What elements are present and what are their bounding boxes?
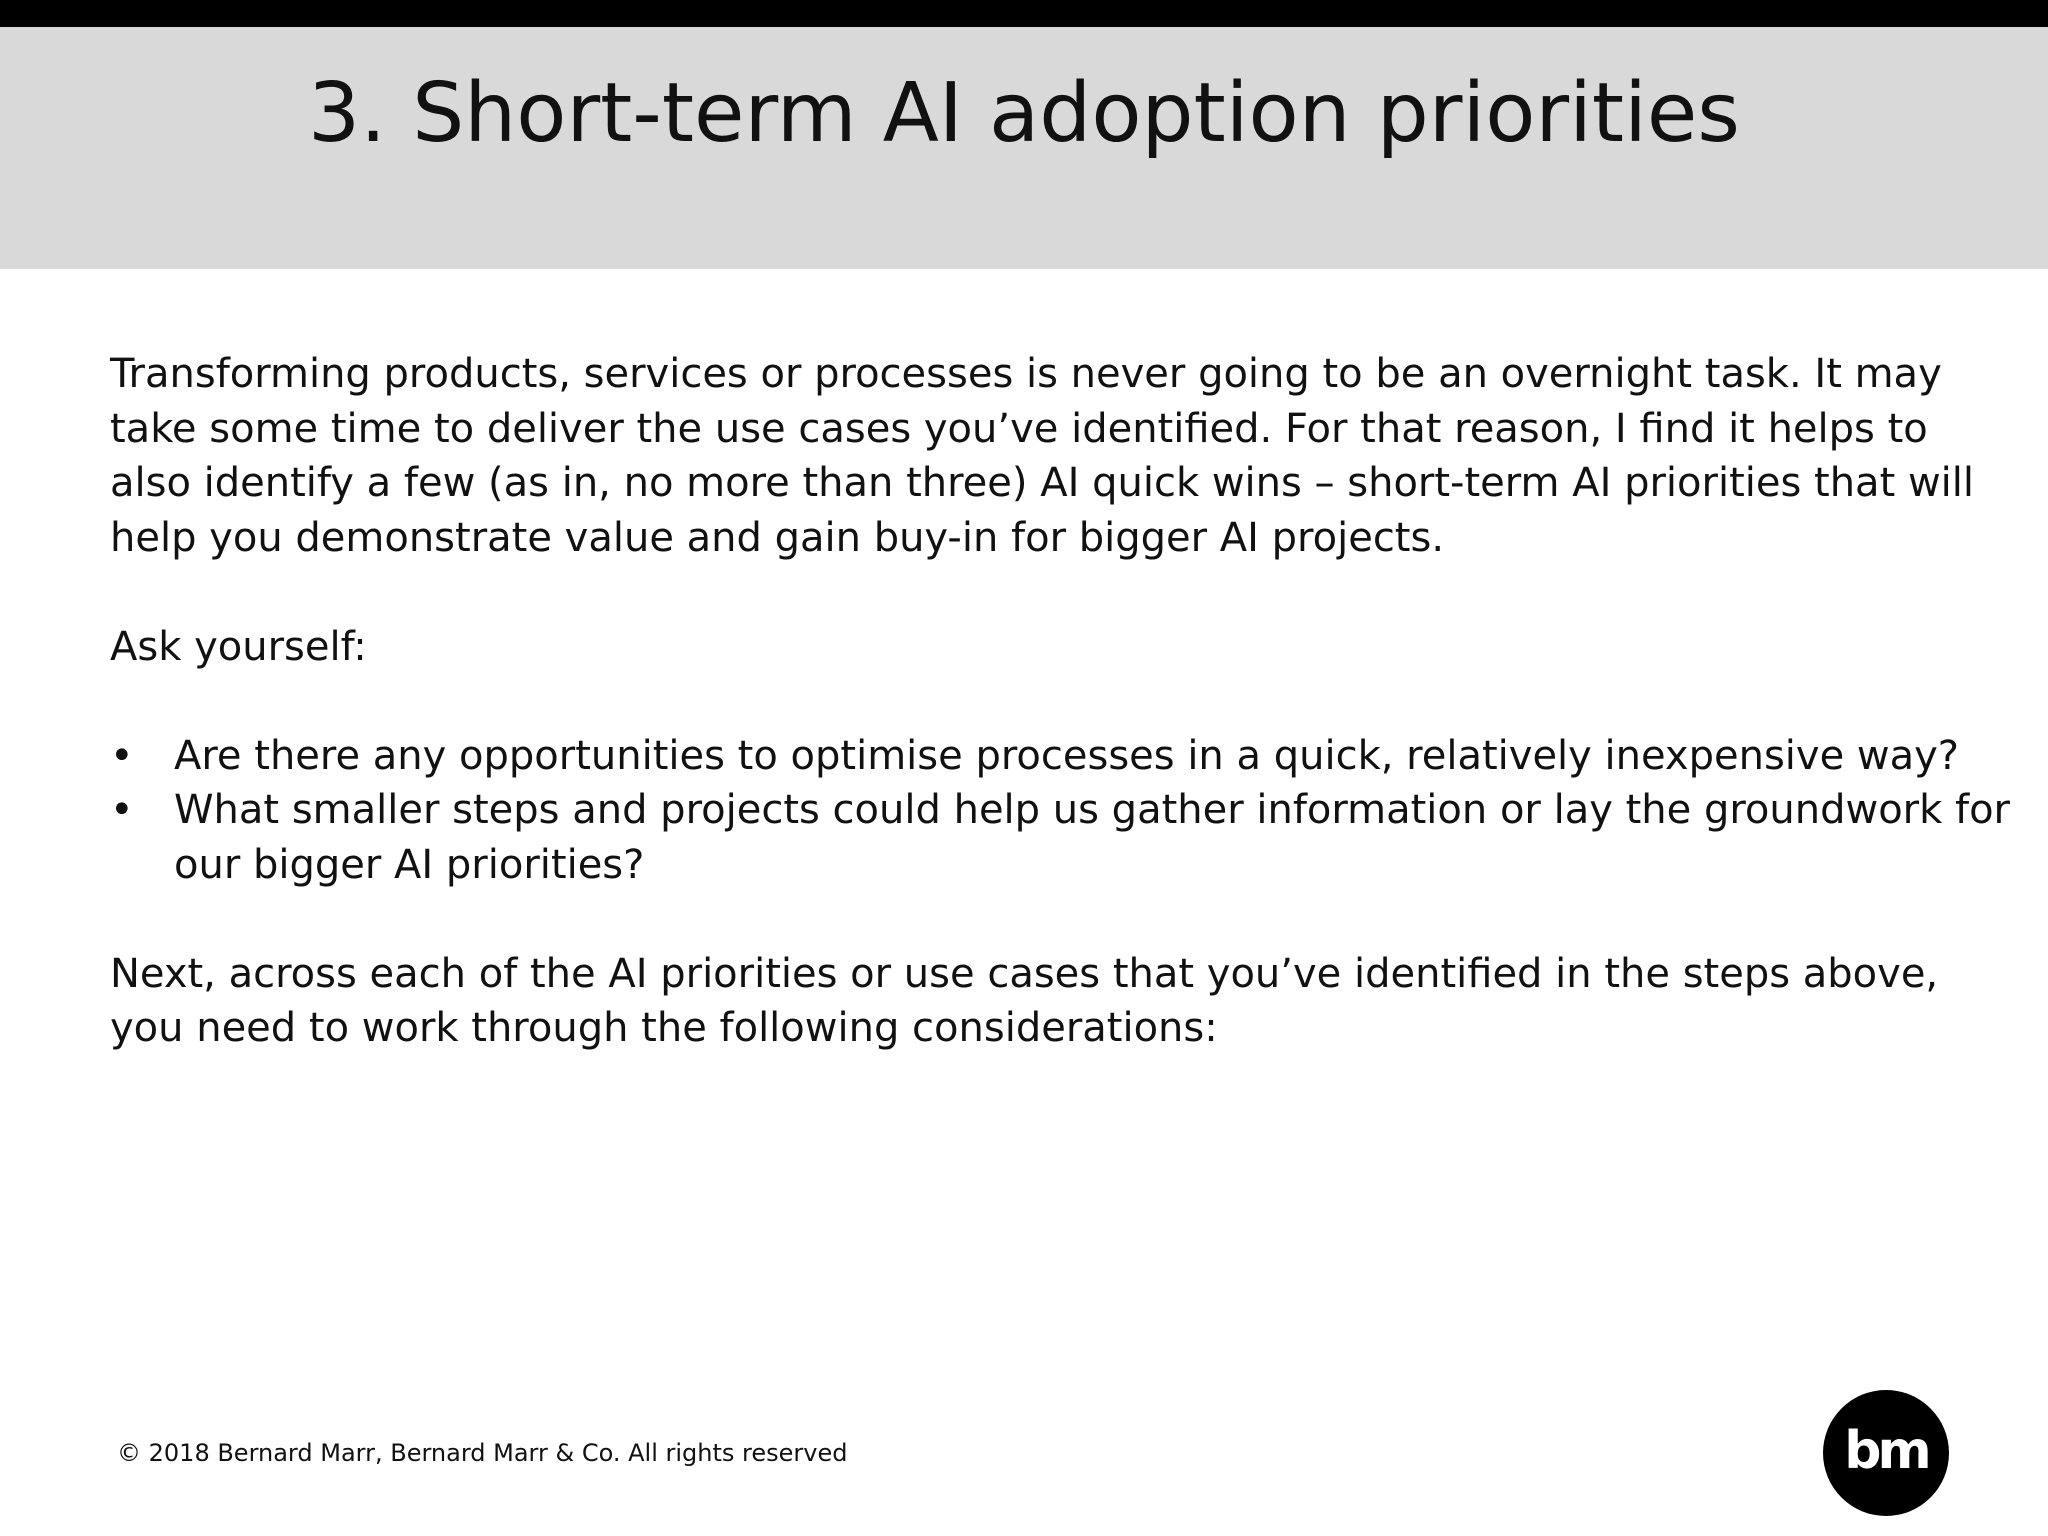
slide-body (110, 347, 2010, 1056)
top-bar (0, 0, 2048, 27)
bullet-icon: • (110, 787, 134, 833)
ask-yourself-prompt: Ask yourself: (110, 623, 367, 670)
slide-title: 3. Short-term AI adoption priorities (307, 66, 1741, 161)
bm-logo (1823, 1390, 1949, 1516)
bullet-text: Are there any opportunities to optimise processes in a quick, relatively inexpensive way? (174, 732, 1960, 779)
logo-text: bm (1844, 1421, 1928, 1481)
spacer (110, 892, 2010, 947)
bullet-text: What smaller steps and projects could help us gather information or lay the groundwork for our bigger AI priorities? (174, 787, 2010, 888)
bullet-item (110, 729, 2010, 784)
spacer (110, 565, 2010, 620)
intro-paragraph: Transforming products, services or processes is never going to be an overnight task. It may take some time to deliver the use cases you’ve identified. For that reason, I find it helps to also identify a few (as in, no more than three) AI quick wins – short-term AI priorities that will help you demonstrate value and gain buy-in for bigger AI projects. (110, 351, 1975, 561)
closing-paragraph: Next, across each of the AI priorities or use cases that you’ve identified in the steps above, you need to work through the following considerations: (110, 950, 1939, 1051)
spacer (110, 674, 2010, 729)
copyright-footer: © 2018 Bernard Marr, Bernard Marr & Co. All rights reserved (117, 1439, 848, 1467)
bm-logo-icon (1823, 1390, 1949, 1516)
bullet-icon: • (110, 732, 134, 779)
bullet-list (110, 729, 2010, 893)
bullet-item (110, 783, 2010, 892)
